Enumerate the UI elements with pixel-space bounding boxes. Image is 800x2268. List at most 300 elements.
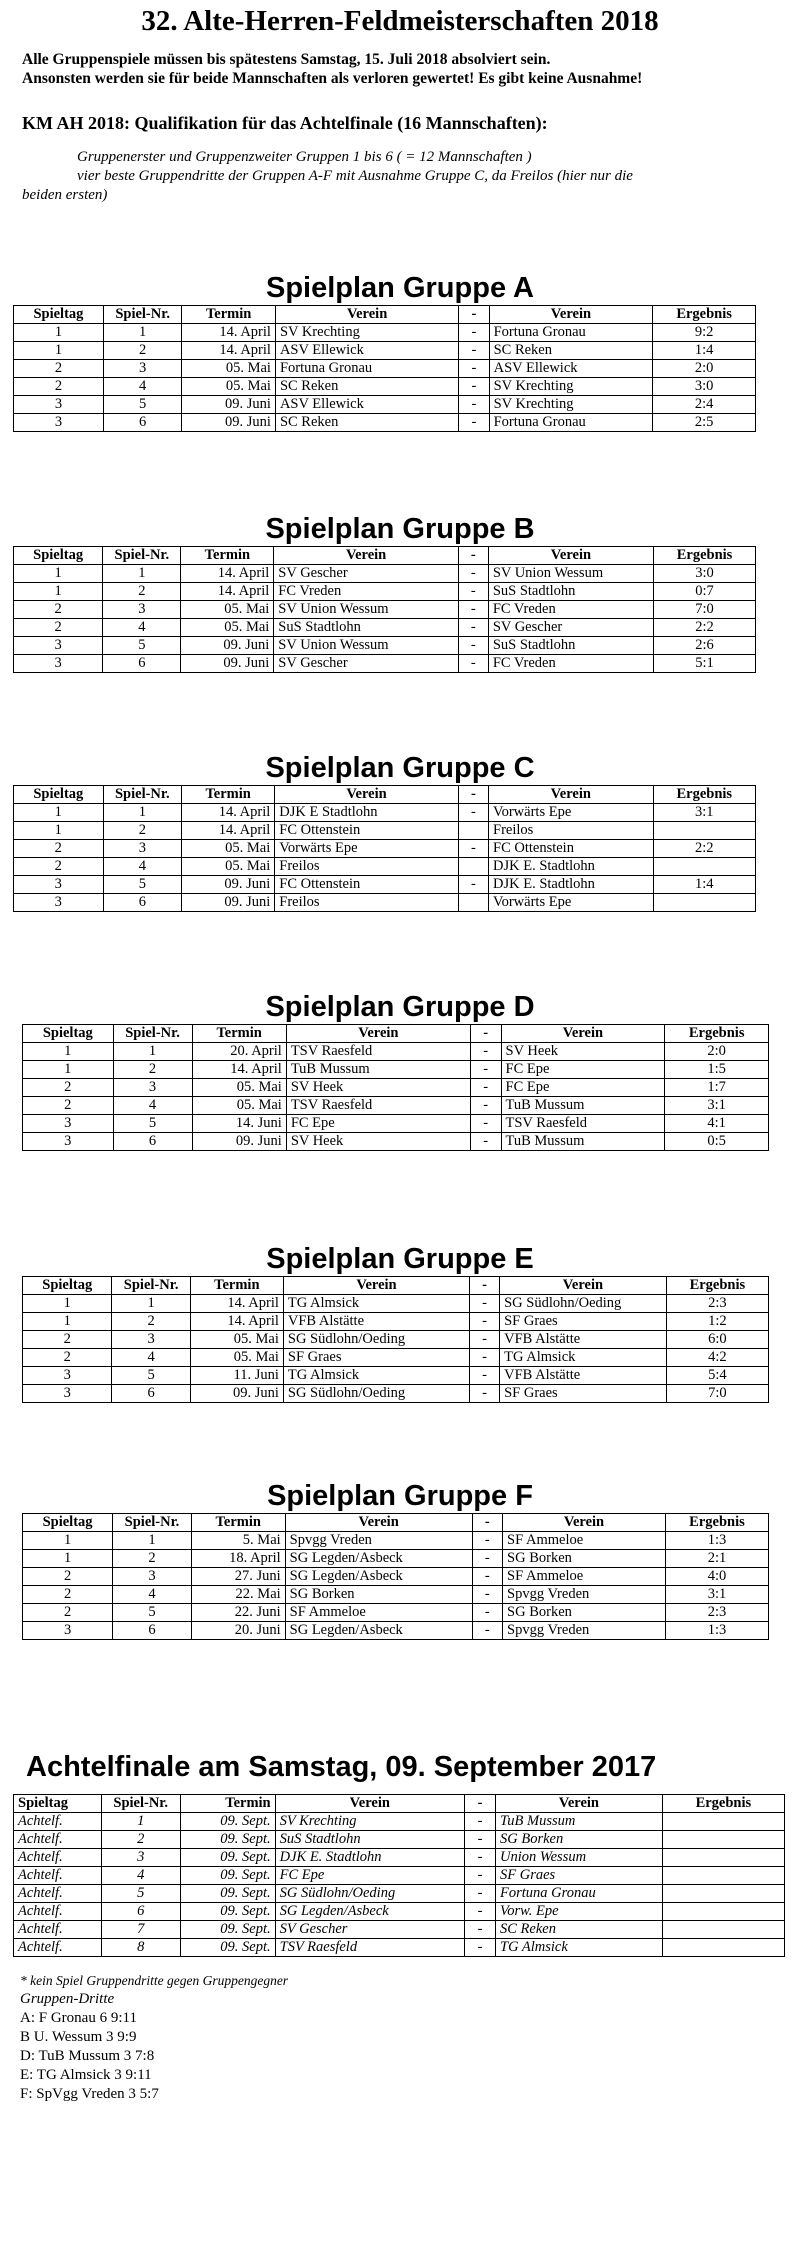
table-row <box>14 396 756 414</box>
table-cell: 2:5 <box>653 414 756 432</box>
table-cell: 3:1 <box>665 1586 768 1604</box>
column-header: - <box>470 1277 500 1295</box>
table-row <box>14 876 756 894</box>
table-cell: 09. Juni <box>182 876 275 894</box>
table-cell: 3 <box>112 1331 190 1349</box>
schedule-table <box>13 546 756 673</box>
table-cell: 1 <box>101 1813 180 1831</box>
table-cell <box>662 1921 784 1939</box>
table-row <box>23 1349 769 1367</box>
notes-line: E: TG Almsick 3 9:11 <box>20 2067 152 2083</box>
table-cell: 4 <box>103 378 182 396</box>
table-cell: SG Borken <box>503 1550 666 1568</box>
group-section <box>0 512 800 673</box>
table-cell: 3 <box>23 1385 112 1403</box>
group-title: Spielplan Gruppe F <box>267 1480 533 1512</box>
table-cell: TuB Mussum <box>286 1061 470 1079</box>
table-cell: 3 <box>101 1849 180 1867</box>
table-cell: TG Almsick <box>500 1349 667 1367</box>
column-header: Ergebnis <box>666 1277 768 1295</box>
group-title: Spielplan Gruppe A <box>265 272 534 304</box>
column-header: Verein <box>274 547 459 565</box>
table-cell: 5 <box>113 1115 192 1133</box>
qualification-line: beiden ersten) <box>22 187 108 203</box>
table-cell: SC Reken <box>489 342 653 360</box>
table-cell: SV Gescher <box>488 619 653 637</box>
final-title: Achtelfinale am Samstag, 09. September 2017 <box>26 1751 657 1783</box>
table-row <box>23 1097 769 1115</box>
table-cell: SC Reken <box>496 1921 663 1939</box>
table-cell: VFB Alstätte <box>500 1331 667 1349</box>
table-cell: 3 <box>14 414 104 432</box>
table-cell: 6 <box>103 894 181 912</box>
table-cell: 2:1 <box>665 1550 768 1568</box>
table-cell: 2:0 <box>653 360 756 378</box>
table-cell: 09. Juni <box>190 1385 283 1403</box>
table-cell: 09. Sept. <box>180 1939 275 1957</box>
table-cell: 5 <box>103 637 181 655</box>
table-row <box>14 858 756 876</box>
table-header-row <box>14 306 756 324</box>
table-cell: 14. April <box>190 1295 283 1313</box>
table-row <box>23 1367 769 1385</box>
table-cell: - <box>470 1115 501 1133</box>
table-cell: SC Reken <box>275 378 458 396</box>
table-cell: 22. Juni <box>191 1604 285 1622</box>
table-cell: - <box>458 637 488 655</box>
document-page <box>0 0 800 205</box>
table-cell: Spvgg Vreden <box>503 1586 666 1604</box>
table-row <box>23 1133 769 1151</box>
group-section <box>0 1242 800 1403</box>
column-header: Verein <box>500 1277 667 1295</box>
table-cell: 2 <box>103 342 182 360</box>
notes-line: A: F Gronau 6 9:11 <box>20 2010 137 2026</box>
table-cell: - <box>465 1867 496 1885</box>
table-cell: SG Legden/Asbeck <box>275 1903 464 1921</box>
column-header: Termin <box>191 1514 285 1532</box>
table-cell: SG Borken <box>496 1831 663 1849</box>
column-header: Spiel-Nr. <box>101 1795 180 1813</box>
column-header: Spieltag <box>14 1795 102 1813</box>
final-section <box>0 1750 800 2104</box>
table-cell: 1 <box>14 804 104 822</box>
table-row <box>14 1939 785 1957</box>
table-cell: SV Union Wessum <box>274 637 459 655</box>
table-cell: 05. Mai <box>181 601 274 619</box>
qualification-text <box>22 148 778 205</box>
table-cell: SuS Stadtlohn <box>274 619 459 637</box>
table-cell: Achtelf. <box>14 1813 102 1831</box>
table-row <box>14 378 756 396</box>
table-cell: 14. April <box>182 324 276 342</box>
table-cell: Achtelf. <box>14 1921 102 1939</box>
table-cell: Achtelf. <box>14 1903 102 1921</box>
table-cell: 4 <box>112 1349 190 1367</box>
table-row <box>14 840 756 858</box>
table-cell: Achtelf. <box>14 1831 102 1849</box>
table-header-row <box>14 1795 785 1813</box>
table-cell: 3 <box>14 396 104 414</box>
schedule-table <box>13 785 756 912</box>
table-cell: SV Heek <box>286 1133 470 1151</box>
table-cell: SV Heek <box>501 1043 665 1061</box>
column-header: Verein <box>496 1795 663 1813</box>
table-cell: Fortuna Gronau <box>496 1885 663 1903</box>
table-cell: 09. Juni <box>181 655 274 673</box>
table-cell: 09. Sept. <box>180 1867 275 1885</box>
table-row <box>14 1849 785 1867</box>
table-cell <box>662 1903 784 1921</box>
table-cell: - <box>470 1313 500 1331</box>
table-cell: TuB Mussum <box>501 1133 665 1151</box>
table-row <box>14 1903 785 1921</box>
table-cell: SV Heek <box>286 1079 470 1097</box>
table-cell: 14. April <box>181 583 274 601</box>
column-header: Verein <box>275 1795 464 1813</box>
qualification-line: vier beste Gruppendritte der Gruppen A-F mit Ausnahme Gruppe C, da Freilos (hier nur die <box>77 168 633 184</box>
table-cell: 1:3 <box>665 1622 768 1640</box>
table-cell: Freilos <box>489 822 654 840</box>
table-cell: 14. April <box>182 804 275 822</box>
table-cell <box>662 1885 784 1903</box>
table-cell: TG Almsick <box>283 1295 469 1313</box>
table-cell: 1:5 <box>665 1061 769 1079</box>
table-cell: 2:2 <box>654 619 756 637</box>
table-cell: 1:2 <box>666 1313 768 1331</box>
table-cell: - <box>458 804 488 822</box>
table-cell: SG Südlohn/Oeding <box>283 1385 469 1403</box>
table-cell <box>662 1831 784 1849</box>
column-header: Spieltag <box>23 1277 112 1295</box>
table-cell: 4:2 <box>666 1349 768 1367</box>
table-row <box>14 601 756 619</box>
table-cell: FC Epe <box>501 1079 665 1097</box>
table-cell: 14. April <box>192 1061 286 1079</box>
table-cell: 3:1 <box>653 804 755 822</box>
table-cell: Achtelf. <box>14 1867 102 1885</box>
table-row <box>23 1532 769 1550</box>
table-cell: SV Gescher <box>275 1921 464 1939</box>
table-cell: - <box>458 655 488 673</box>
table-cell: 1 <box>23 1532 113 1550</box>
table-cell: - <box>459 396 489 414</box>
column-header: Verein <box>275 786 459 804</box>
column-header: Verein <box>275 306 458 324</box>
table-cell: 2:3 <box>665 1604 768 1622</box>
column-header: - <box>459 306 489 324</box>
table-cell: 7 <box>101 1921 180 1939</box>
table-cell: 9:2 <box>653 324 756 342</box>
table-cell: 2:3 <box>666 1295 768 1313</box>
table-cell: 1 <box>23 1061 114 1079</box>
table-cell: 09. Juni <box>182 414 276 432</box>
table-cell: SG Legden/Asbeck <box>285 1622 472 1640</box>
column-header: Spiel-Nr. <box>112 1277 190 1295</box>
table-cell: TSV Raesfeld <box>286 1097 470 1115</box>
table-cell: 1 <box>103 804 181 822</box>
table-cell: ASV Ellewick <box>275 342 458 360</box>
table-row <box>23 1313 769 1331</box>
table-row <box>23 1604 769 1622</box>
column-header: Verein <box>501 1025 665 1043</box>
column-header: - <box>458 547 488 565</box>
table-row <box>14 1921 785 1939</box>
table-cell: 09. Sept. <box>180 1903 275 1921</box>
table-cell: Spvgg Vreden <box>503 1622 666 1640</box>
column-header: - <box>470 1025 501 1043</box>
column-header: Ergebnis <box>662 1795 784 1813</box>
table-cell: 05. Mai <box>182 840 275 858</box>
column-header: Spiel-Nr. <box>103 306 182 324</box>
table-cell: TSV Raesfeld <box>275 1939 464 1957</box>
table-cell: 1 <box>112 1295 190 1313</box>
table-row <box>14 565 756 583</box>
table-cell: 2 <box>103 822 181 840</box>
table-cell: - <box>472 1532 502 1550</box>
table-cell: SF Graes <box>496 1867 663 1885</box>
table-cell: - <box>470 1295 500 1313</box>
table-cell <box>653 858 755 876</box>
table-cell: 20. Juni <box>191 1622 285 1640</box>
column-header: - <box>472 1514 502 1532</box>
table-cell: SG Legden/Asbeck <box>285 1568 472 1586</box>
column-header: Spiel-Nr. <box>113 1514 192 1532</box>
table-cell: FC Epe <box>501 1061 665 1079</box>
table-cell: Union Wessum <box>496 1849 663 1867</box>
table-cell: Freilos <box>275 858 459 876</box>
schedule-table <box>13 305 756 432</box>
table-cell: Vorw. Epe <box>496 1903 663 1921</box>
table-cell: Spvgg Vreden <box>285 1532 472 1550</box>
table-cell <box>662 1849 784 1867</box>
table-cell: 4:0 <box>665 1568 768 1586</box>
table-cell: 22. Mai <box>191 1586 285 1604</box>
table-cell: - <box>470 1385 500 1403</box>
table-cell: - <box>458 619 488 637</box>
table-cell: 1 <box>14 822 104 840</box>
table-cell: SF Graes <box>500 1313 667 1331</box>
table-cell: 1 <box>113 1532 192 1550</box>
page-title: 32. Alte-Herren-Feldmeisterschaften 2018 <box>141 5 659 37</box>
table-cell: - <box>458 601 488 619</box>
table-row <box>14 655 756 673</box>
table-cell: 6:0 <box>666 1331 768 1349</box>
column-header: Ergebnis <box>653 306 756 324</box>
table-cell: 05. Mai <box>182 360 276 378</box>
table-cell: - <box>459 414 489 432</box>
table-cell: SV Krechting <box>489 396 653 414</box>
table-cell: 09. Sept. <box>180 1831 275 1849</box>
table-cell: 4 <box>103 858 181 876</box>
column-header: Ergebnis <box>654 547 756 565</box>
table-cell: FC Ottenstein <box>489 840 654 858</box>
table-header-row <box>23 1277 769 1295</box>
table-cell: Vorwärts Epe <box>489 804 654 822</box>
table-cell: 1:7 <box>665 1079 769 1097</box>
schedule-table <box>22 1024 769 1151</box>
table-cell: 7:0 <box>666 1385 768 1403</box>
table-cell: - <box>465 1921 496 1939</box>
table-cell: 2 <box>112 1313 190 1331</box>
table-cell: SF Graes <box>283 1349 469 1367</box>
table-cell: 6 <box>101 1903 180 1921</box>
table-cell: - <box>458 876 488 894</box>
table-cell: SuS Stadtlohn <box>275 1831 464 1849</box>
table-cell: 2 <box>23 1604 113 1622</box>
table-cell: 2 <box>23 1331 112 1349</box>
table-cell: 3:1 <box>665 1097 769 1115</box>
table-cell: SG Südlohn/Oeding <box>283 1331 469 1349</box>
column-header: Verein <box>286 1025 470 1043</box>
table-cell: 2 <box>23 1349 112 1367</box>
table-cell: FC Ottenstein <box>275 822 459 840</box>
table-row <box>14 1831 785 1849</box>
table-cell: ASV Ellewick <box>489 360 653 378</box>
table-cell: - <box>470 1133 501 1151</box>
table-header-row <box>14 547 756 565</box>
table-cell: SG Südlohn/Oeding <box>275 1885 464 1903</box>
column-header: - <box>458 786 488 804</box>
table-cell: 3 <box>14 876 104 894</box>
table-cell: 1:4 <box>653 342 756 360</box>
table-cell: 18. April <box>191 1550 285 1568</box>
table-cell: 3 <box>103 360 182 378</box>
table-cell: 2:4 <box>653 396 756 414</box>
column-header: Spieltag <box>23 1025 114 1043</box>
table-cell: VFB Alstätte <box>500 1367 667 1385</box>
table-cell: 1 <box>23 1313 112 1331</box>
table-cell: 4 <box>103 619 181 637</box>
table-row <box>23 1295 769 1313</box>
notes-heading: Gruppen-Dritte <box>20 1991 115 2007</box>
table-cell: Fortuna Gronau <box>489 324 653 342</box>
table-cell <box>662 1813 784 1831</box>
table-cell: 2 <box>113 1061 192 1079</box>
table-cell: 2 <box>23 1586 113 1604</box>
column-header: Spieltag <box>14 547 103 565</box>
table-cell: - <box>458 840 488 858</box>
table-row <box>14 1885 785 1903</box>
table-cell: 14. April <box>182 342 276 360</box>
table-cell: 2:6 <box>654 637 756 655</box>
table-cell: 3 <box>113 1568 192 1586</box>
table-cell: - <box>465 1885 496 1903</box>
table-cell <box>653 822 755 840</box>
table-cell: 05. Mai <box>181 619 274 637</box>
qualification-line: Gruppenerster und Gruppenzweiter Gruppen 1 bis 6 ( = 12 Mannschaften ) <box>77 149 532 165</box>
table-cell: FC Vreden <box>274 583 459 601</box>
table-cell: DJK E. Stadtlohn <box>489 858 654 876</box>
column-header: Verein <box>503 1514 666 1532</box>
table-cell: - <box>472 1550 502 1568</box>
table-cell: SV Gescher <box>274 565 459 583</box>
table-cell: 6 <box>113 1622 192 1640</box>
table-cell: - <box>472 1604 502 1622</box>
column-header: Termin <box>181 547 274 565</box>
table-cell: 1 <box>103 565 181 583</box>
table-cell: 5 <box>101 1885 180 1903</box>
notes-line: D: TuB Mussum 3 7:8 <box>20 2048 155 2064</box>
table-cell: 1 <box>103 324 182 342</box>
table-cell: 3 <box>113 1079 192 1097</box>
table-cell: 2 <box>14 840 104 858</box>
group-section <box>0 990 800 1151</box>
table-cell: Achtelf. <box>14 1939 102 1957</box>
table-cell: Fortuna Gronau <box>275 360 458 378</box>
table-cell: 09. Juni <box>181 637 274 655</box>
intro-line: Alle Gruppenspiele müssen bis spätestens Samstag, 15. Juli 2018 absolviert sein. <box>22 51 551 68</box>
table-cell: Fortuna Gronau <box>489 414 653 432</box>
group-section <box>0 271 800 432</box>
table-cell: - <box>470 1079 501 1097</box>
column-header: Ergebnis <box>653 786 755 804</box>
table-cell: SF Graes <box>500 1385 667 1403</box>
group-section <box>0 1479 800 1640</box>
table-cell: - <box>459 378 489 396</box>
group-title: Spielplan Gruppe D <box>265 991 535 1023</box>
table-cell: 5. Mai <box>191 1532 285 1550</box>
table-cell: - <box>470 1367 500 1385</box>
notes-line: B U. Wessum 3 9:9 <box>20 2029 137 2045</box>
table-cell: SF Ammeloe <box>503 1568 666 1586</box>
table-cell: Achtelf. <box>14 1849 102 1867</box>
table-cell: SF Ammeloe <box>503 1532 666 1550</box>
table-cell: 1:3 <box>665 1532 768 1550</box>
footnote: * kein Spiel Gruppendritte gegen Gruppengegner <box>20 1973 289 1988</box>
table-cell: SC Reken <box>275 414 458 432</box>
table-cell: 05. Mai <box>190 1349 283 1367</box>
table-cell: 6 <box>112 1385 190 1403</box>
column-header: Spiel-Nr. <box>113 1025 192 1043</box>
table-cell: 3 <box>14 637 103 655</box>
table-cell: - <box>458 583 488 601</box>
table-cell: 1 <box>113 1043 192 1061</box>
table-cell: 6 <box>103 655 181 673</box>
table-cell: - <box>459 360 489 378</box>
column-header: Ergebnis <box>665 1025 769 1043</box>
table-cell: DJK E. Stadtlohn <box>489 876 654 894</box>
table-cell: 1:4 <box>653 876 755 894</box>
km-heading: KM AH 2018: Qualifikation für das Achtelfinale (16 Mannschaften): <box>22 113 548 133</box>
table-cell: FC Epe <box>286 1115 470 1133</box>
table-cell: TG Almsick <box>496 1939 663 1957</box>
table-header-row <box>23 1025 769 1043</box>
table-cell: SV Krechting <box>489 378 653 396</box>
table-cell: - <box>470 1331 500 1349</box>
table-cell: SV Union Wessum <box>274 601 459 619</box>
table-row <box>23 1331 769 1349</box>
table-row <box>14 583 756 601</box>
table-cell: 05. Mai <box>182 858 275 876</box>
table-row <box>14 1813 785 1831</box>
table-cell <box>458 894 488 912</box>
table-cell: 3 <box>14 894 104 912</box>
table-cell: ASV Ellewick <box>275 396 458 414</box>
table-cell: SG Borken <box>285 1586 472 1604</box>
table-cell: 1 <box>23 1550 113 1568</box>
table-cell: SV Krechting <box>275 324 458 342</box>
table-cell: 3 <box>14 655 103 673</box>
column-header: Verein <box>489 306 653 324</box>
column-header: Verein <box>283 1277 469 1295</box>
table-cell: SV Union Wessum <box>488 565 653 583</box>
table-cell: - <box>458 565 488 583</box>
table-cell: 4 <box>113 1097 192 1115</box>
table-cell: 09. Juni <box>182 894 275 912</box>
table-cell: - <box>472 1568 502 1586</box>
table-cell: 5 <box>113 1604 192 1622</box>
